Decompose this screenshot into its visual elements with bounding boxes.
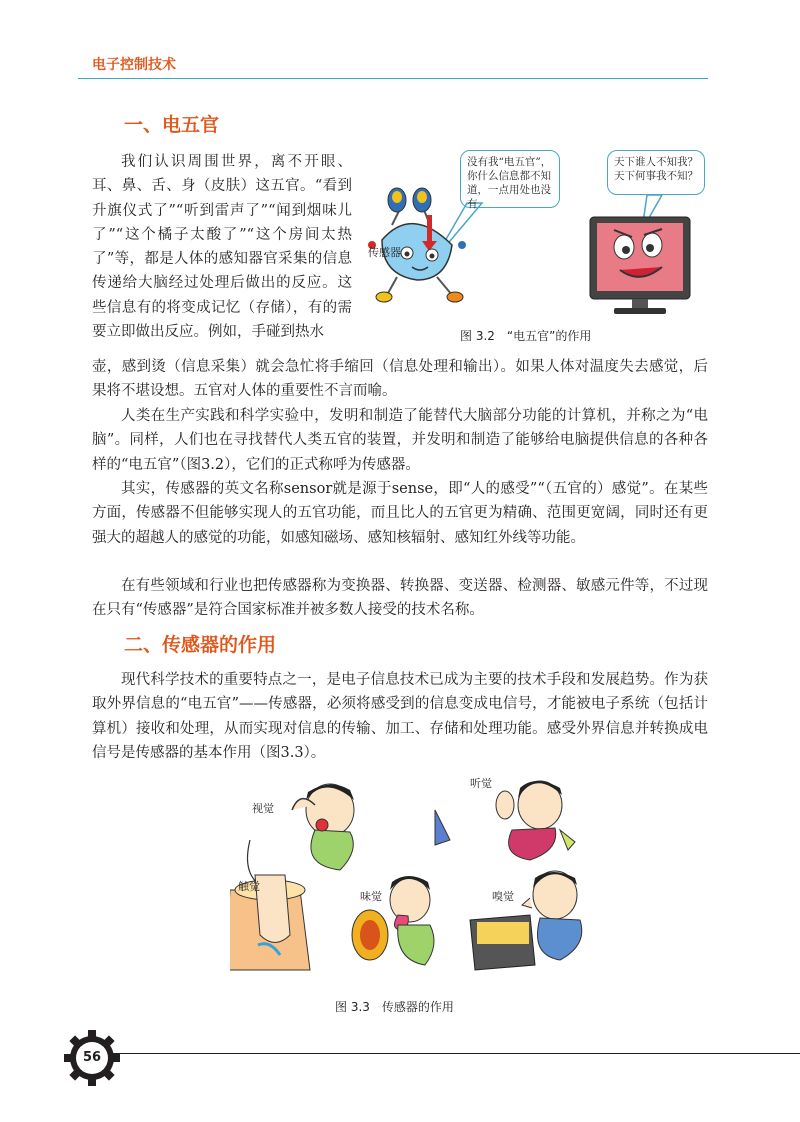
label-sight: 视觉 <box>252 802 274 815</box>
figure-3-3 <box>230 770 590 1015</box>
figure-3-2-caption-text: “电五官”的作用 <box>506 329 592 343</box>
running-header <box>78 50 708 79</box>
speech-bubble-right: 天下谁人不知我？天下何事我不知？ <box>607 150 705 195</box>
figure-3-3-caption <box>335 998 454 1015</box>
section1-paragraph-4: 在有些领域和行业也把传感器称为变换器、转换器、变送器、检测器、敏感元件等，不过现在只有“传感器”是符合国家标准并被多数人接受的技术名称。 <box>92 578 708 619</box>
monitor-icon <box>590 217 690 314</box>
page-number: 56 <box>82 1050 102 1065</box>
figure-3-2-caption-number: 图 3.2 <box>460 329 495 343</box>
figure-3-3-illustration <box>230 770 590 980</box>
header-title: 电子控制技术 <box>92 57 176 73</box>
hearing-person-icon <box>435 781 575 860</box>
section1-paragraph-1-continued: 壶，感到烫（信息采集）就会急忙将手缩回（信息处理和输出）。如果人体对温度失去感觉，后果将不堪设想。五官对人体的重要性不言而喻。 <box>92 359 708 400</box>
smell-person-icon <box>470 871 582 970</box>
section2-paragraph-1: 现代科学技术的重要特点之一，是电子信息技术已成为主要的技术手段和发展趋势。作为获取外界信息的“电五官”——传感器，必须将感受到的信息变成电信号，才能被电子系统（包括计算机）接收和处理，从而实现对信息的传输、加工、存储和处理功能。感受外界信息并转换成电信号是传感器的基本作用（图3.3）。 <box>92 672 708 761</box>
label-taste: 味觉 <box>360 890 382 903</box>
label-hearing: 听觉 <box>470 777 492 790</box>
footer-rule <box>108 1053 800 1054</box>
section-heading-2: 二、传感器的作用 <box>124 634 277 656</box>
section-heading-1: 一、电五官 <box>124 114 220 136</box>
section1-paragraph-1-wrapped: 我们认识周围世界，离不开眼、耳、鼻、舌、身（皮肤）这五官。“看到升旗仪式了”“听到雷声了”“闻到烟味儿了”“这个橘子太酸了”“这个房间太热了”等，都是人体的感知器官采集的信息传递给大脑经过处理后做出的反应。这些信息有的将变成记忆（存储），有的需要立即做出反应。例如，手碰到热水 <box>92 154 352 341</box>
section1-paragraph-2: 人类在生产实践和科学实验中，发明和制造了能替代大脑部分功能的计算机，并称之为“电脑”。同样，人们也在寻找替代人类五官的装置，并发明和制造了能够给电脑提供信息的各种各样的“电五官”（图3.2），它们的正式称呼为传感器。 <box>92 408 708 473</box>
label-touch: 触觉 <box>238 880 260 893</box>
section1-paragraph-3: 其实，传感器的英文名称sensor就是源于sense，即“人的感受”“（五官的）感觉”。在某些方面，传感器不但能够实现人的五官功能，而且比人的五官更为精确、范围更宽阔，同时还有更强大的超越人的感觉的功能，如感知磁场、感知核辐射、感知红外线等功能。 <box>92 481 708 546</box>
speech-bubble-left: 没有我“电五官”，你什么信息都不知道，一点用处也没有 <box>460 150 560 208</box>
label-smell: 嗅觉 <box>492 890 514 903</box>
figure-3-3-caption-text: 传感器的作用 <box>381 1000 454 1014</box>
figure-3-2 <box>362 145 722 350</box>
sensor-label: 传感器 <box>368 246 401 259</box>
figure-3-2-caption <box>460 327 591 344</box>
figure-3-3-caption-number: 图 3.3 <box>335 1000 370 1014</box>
